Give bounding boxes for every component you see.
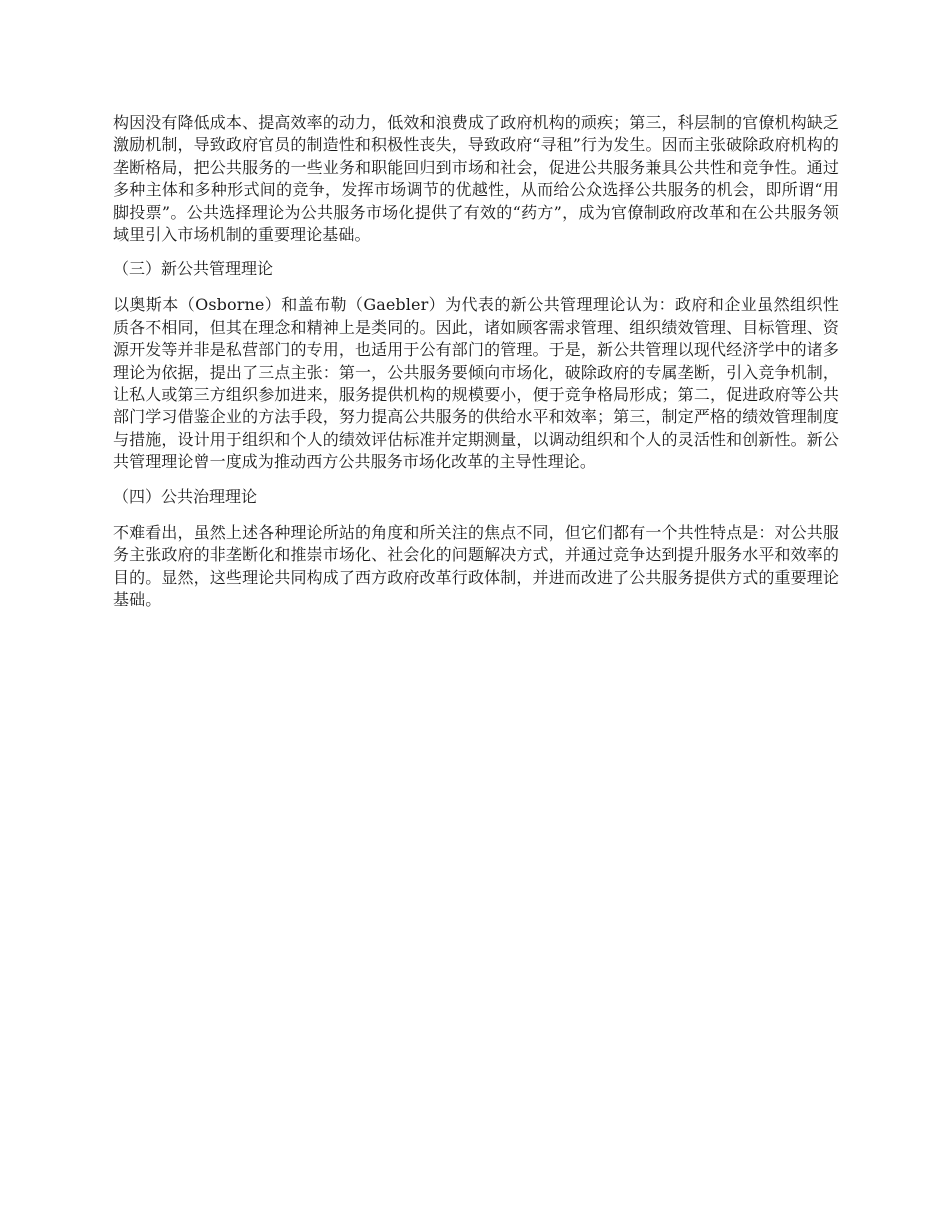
document-page [113,112,839,623]
paragraph-public-governance: 不难看出，虽然上述各种理论所站的角度和所关注的焦点不同，但它们都有一个共性特点是：对公共服务主张政府的非垄断化和推崇市场化、社会化的问题解决方式，并通过竞争达到提升服务水平和效率的目的。显然，这些理论共同构成了西方政府改革行政体制，并进而改进了公共服务提供方式的重要理论基础。 [113,522,839,609]
paragraph-public-choice-continued: 构因没有降低成本、提高效率的动力，低效和浪费成了政府机构的顽疾；第三，科层制的官僚机构缺乏激励机制，导致政府官员的制造性和积极性丧失，导致政府“寻租”行为发生。因而主张破除政府机构的垄断格局，把公共服务的一些业务和职能回归到市场和社会，促进公共服务兼具公共性和竞争性。通过多种主体和多种形式间的竞争，发挥市场调节的优越性，从而给公众选择公共服务的机会，即所谓“用脚投票”。公共选择理论为公共服务市场化提供了有效的“药方”，成为官僚制政府改革和在公共服务领域里引入市场机制的重要理论基础。 [113,113,839,245]
section-heading-new-public-management: （三）新公共管理理论 [113,259,274,279]
paragraph-new-public-management: 以奥斯本（Osborne）和盖布勒（Gaebler）为代表的新公共管理理论认为：政府和企业虽然组织性质各不相同，但其在理念和精神上是类同的。因此，诸如顾客需求管理、组织绩效管理、目标管理、资源开发等并非是私营部门的专用，也适用于公有部门的管理。于是，新公共管理以现代经济学中的诸多理论为依据，提出了三点主张：第一，公共服务要倾向市场化，破除政府的专属垄断，引入竞争机制，让私人或第三方组织参加进来，服务提供机构的规模要小，便于竞争格局形成；第二，促进政府等公共部门学习借鉴企业的方法手段，努力提高公共服务的供给水平和效率；第三，制定严格的绩效管理制度与措施，设计用于组织和个人的绩效评估标准并定期测量，以调动组织和个人的灵活性和创新性。新公共管理理论曾一度成为推动西方公共服务市场化改革的主导性理论。 [113,295,839,472]
section-heading-public-governance: （四）公共治理理论 [113,486,258,506]
